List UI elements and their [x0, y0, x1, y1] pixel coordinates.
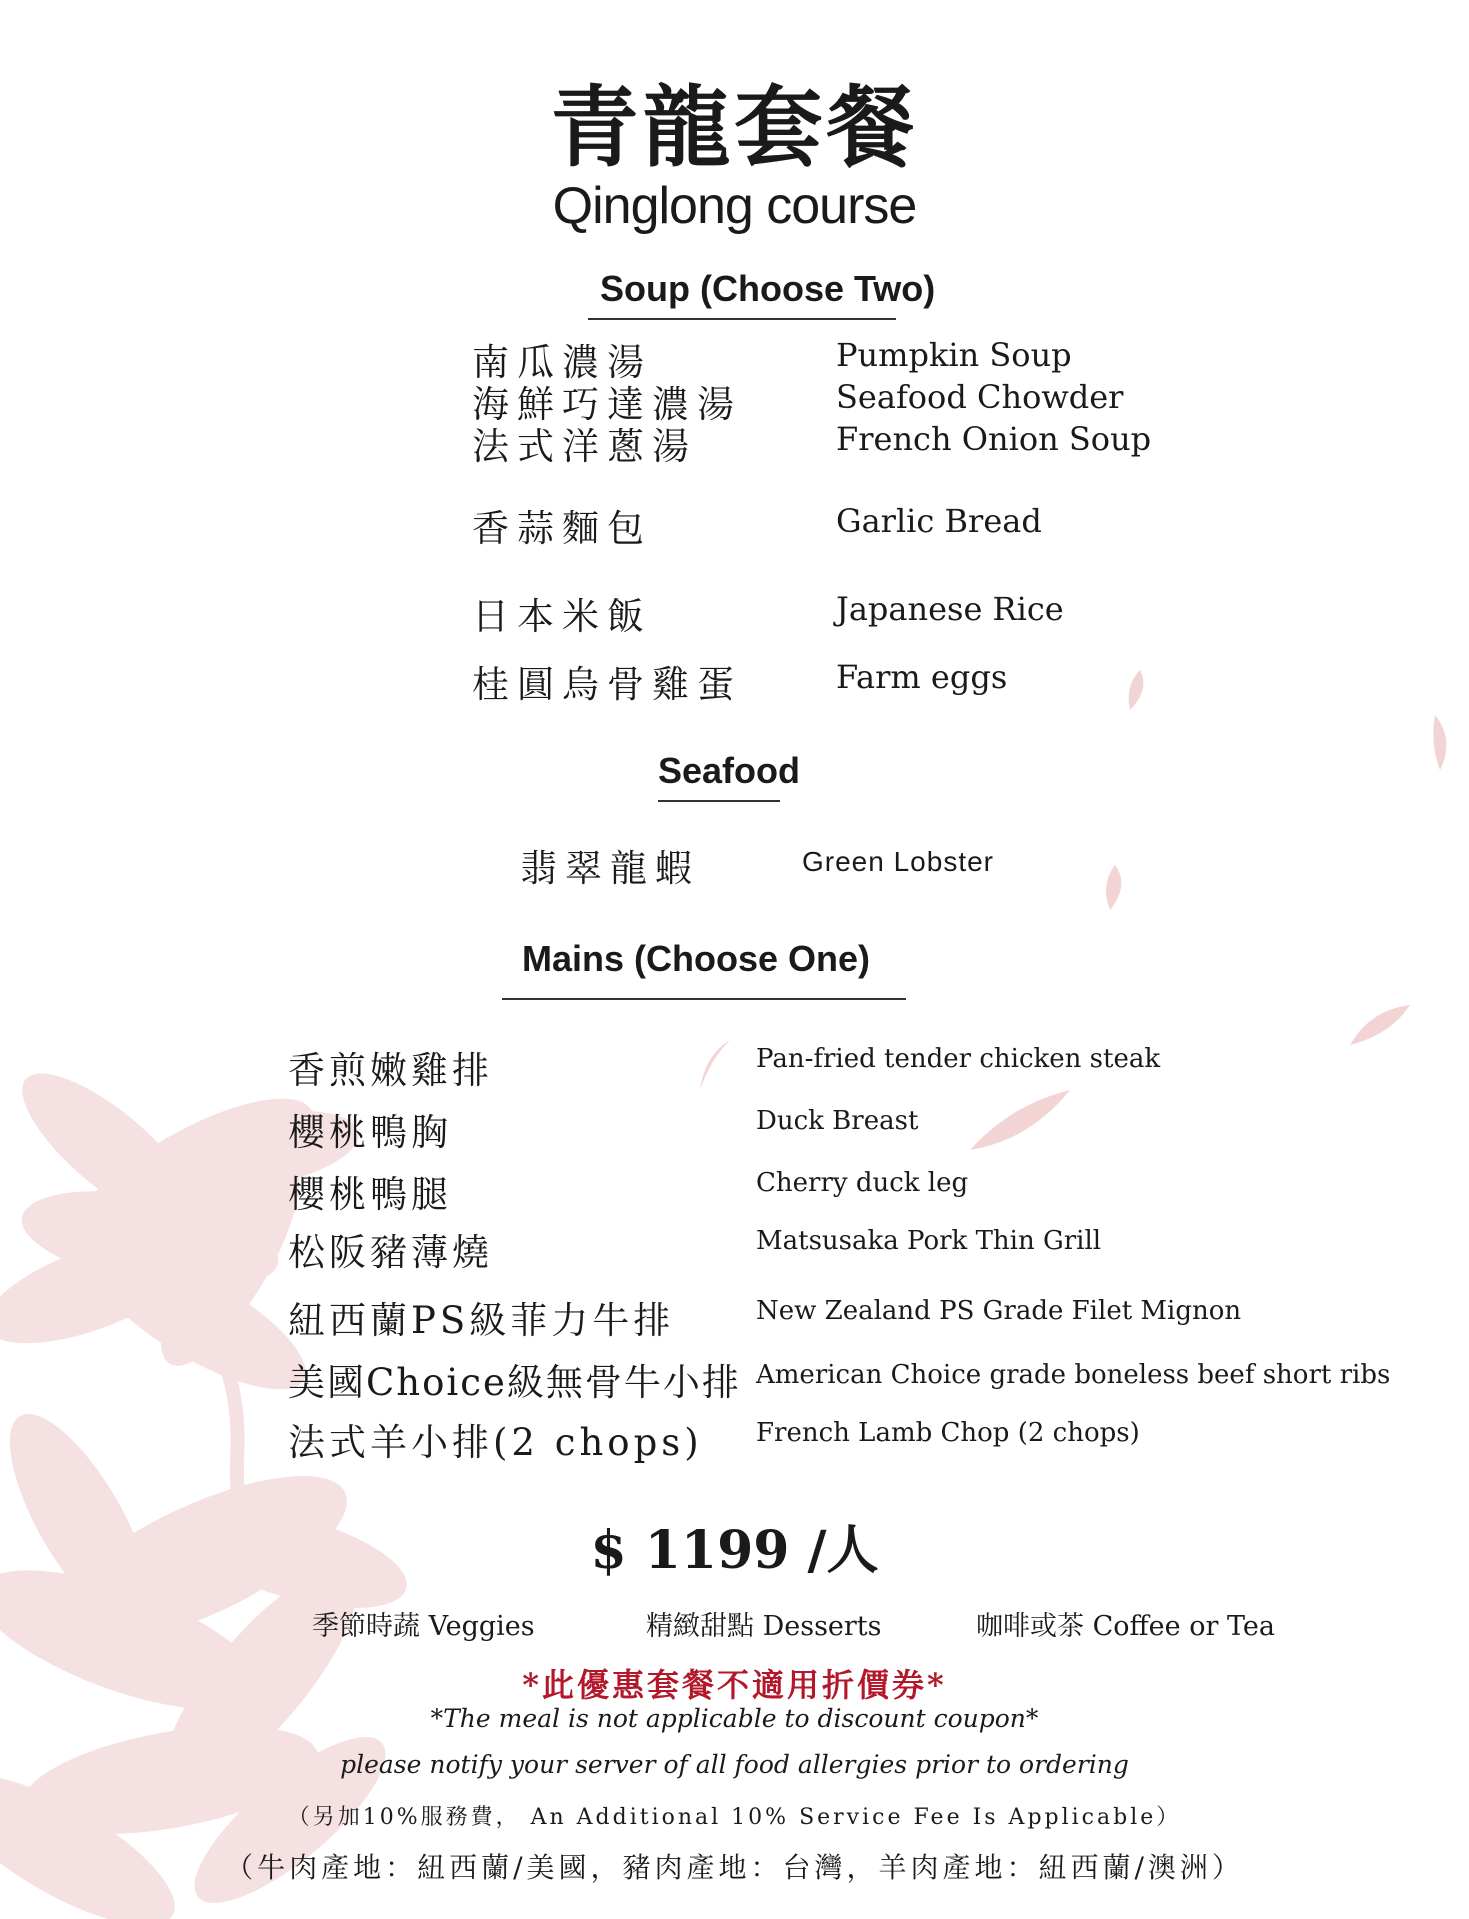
main-item-zh: 紐西蘭PS級菲力牛排: [288, 1299, 675, 1342]
side-item-en: Farm eggs: [836, 658, 1008, 696]
seafood-item-en: Green Lobster: [802, 846, 994, 877]
extra-item: 精緻甜點 Desserts: [646, 1611, 882, 1642]
coupon-notice-zh: *此優惠套餐不適用折價券*: [522, 1666, 947, 1704]
soup-item-en: Pumpkin Soup: [836, 336, 1072, 374]
main-item-en: Matsusaka Pork Thin Grill: [756, 1226, 1102, 1256]
seafood-item-zh: 翡翠龍蝦: [520, 847, 700, 890]
main-item-zh: 松阪豬薄燒: [288, 1231, 493, 1274]
soup-item-zh: 海鮮巧達濃湯: [472, 383, 742, 426]
extra-item: 咖啡或茶 Coffee or Tea: [976, 1611, 1275, 1642]
mains-heading-underline: [502, 998, 906, 1000]
soup-heading: Soup (Choose Two): [600, 268, 936, 309]
soup-heading-underline: [588, 318, 896, 320]
main-item-zh: 美國Choice級無骨牛小排: [288, 1361, 741, 1404]
menu-title-zh: 青龍套餐: [550, 75, 919, 179]
side-item-en: Garlic Bread: [836, 502, 1042, 540]
main-item-en: Duck Breast: [756, 1106, 919, 1136]
main-item-zh: 櫻桃鴨腿: [288, 1173, 452, 1216]
side-item-zh: 香蒜麵包: [472, 507, 652, 550]
soup-item-zh: 南瓜濃湯: [472, 341, 652, 384]
side-item-zh: 日本米飯: [472, 595, 652, 638]
meat-origin-notice: （牛肉產地：紐西蘭/美國，豬肉產地：台灣，羊肉產地：紐西蘭/澳洲）: [225, 1851, 1244, 1884]
main-item-zh: 櫻桃鴨胸: [288, 1111, 452, 1154]
main-item-en: Pan-fried tender chicken steak: [756, 1044, 1161, 1074]
menu-title-en: Qinglong course: [552, 177, 917, 235]
main-item-zh: 香煎嫩雞排: [288, 1049, 493, 1092]
seafood-heading-underline: [658, 800, 780, 802]
soup-item-zh: 法式洋蔥湯: [472, 425, 697, 468]
side-item-zh: 桂圓烏骨雞蛋: [472, 663, 742, 706]
allergy-notice: please notify your server of all food allergies prior to ordering: [340, 1750, 1129, 1779]
soup-item-en: French Onion Soup: [836, 420, 1152, 458]
seafood-heading: Seafood: [658, 750, 801, 791]
coupon-notice-en: *The meal is not applicable to discount coupon*: [430, 1704, 1039, 1733]
main-item-en: New Zealand PS Grade Filet Mignon: [756, 1296, 1242, 1326]
main-item-zh: 法式羊小排(2 chops): [288, 1421, 703, 1464]
mains-heading: Mains (Choose One): [522, 938, 871, 979]
extra-item: 季節時蔬 Veggies: [312, 1611, 535, 1642]
soup-item-en: Seafood Chowder: [836, 378, 1124, 416]
main-item-en: Cherry duck leg: [756, 1168, 969, 1198]
price-per-person: $ 1199 /人: [590, 1520, 879, 1581]
service-fee-notice: （另加10%服務費， An Additional 10% Service Fee Is Applicable）: [287, 1805, 1182, 1830]
side-item-en: Japanese Rice: [836, 590, 1064, 628]
main-item-en: American Choice grade boneless beef short ribs: [756, 1360, 1391, 1390]
main-item-en: French Lamb Chop (2 chops): [756, 1418, 1140, 1448]
